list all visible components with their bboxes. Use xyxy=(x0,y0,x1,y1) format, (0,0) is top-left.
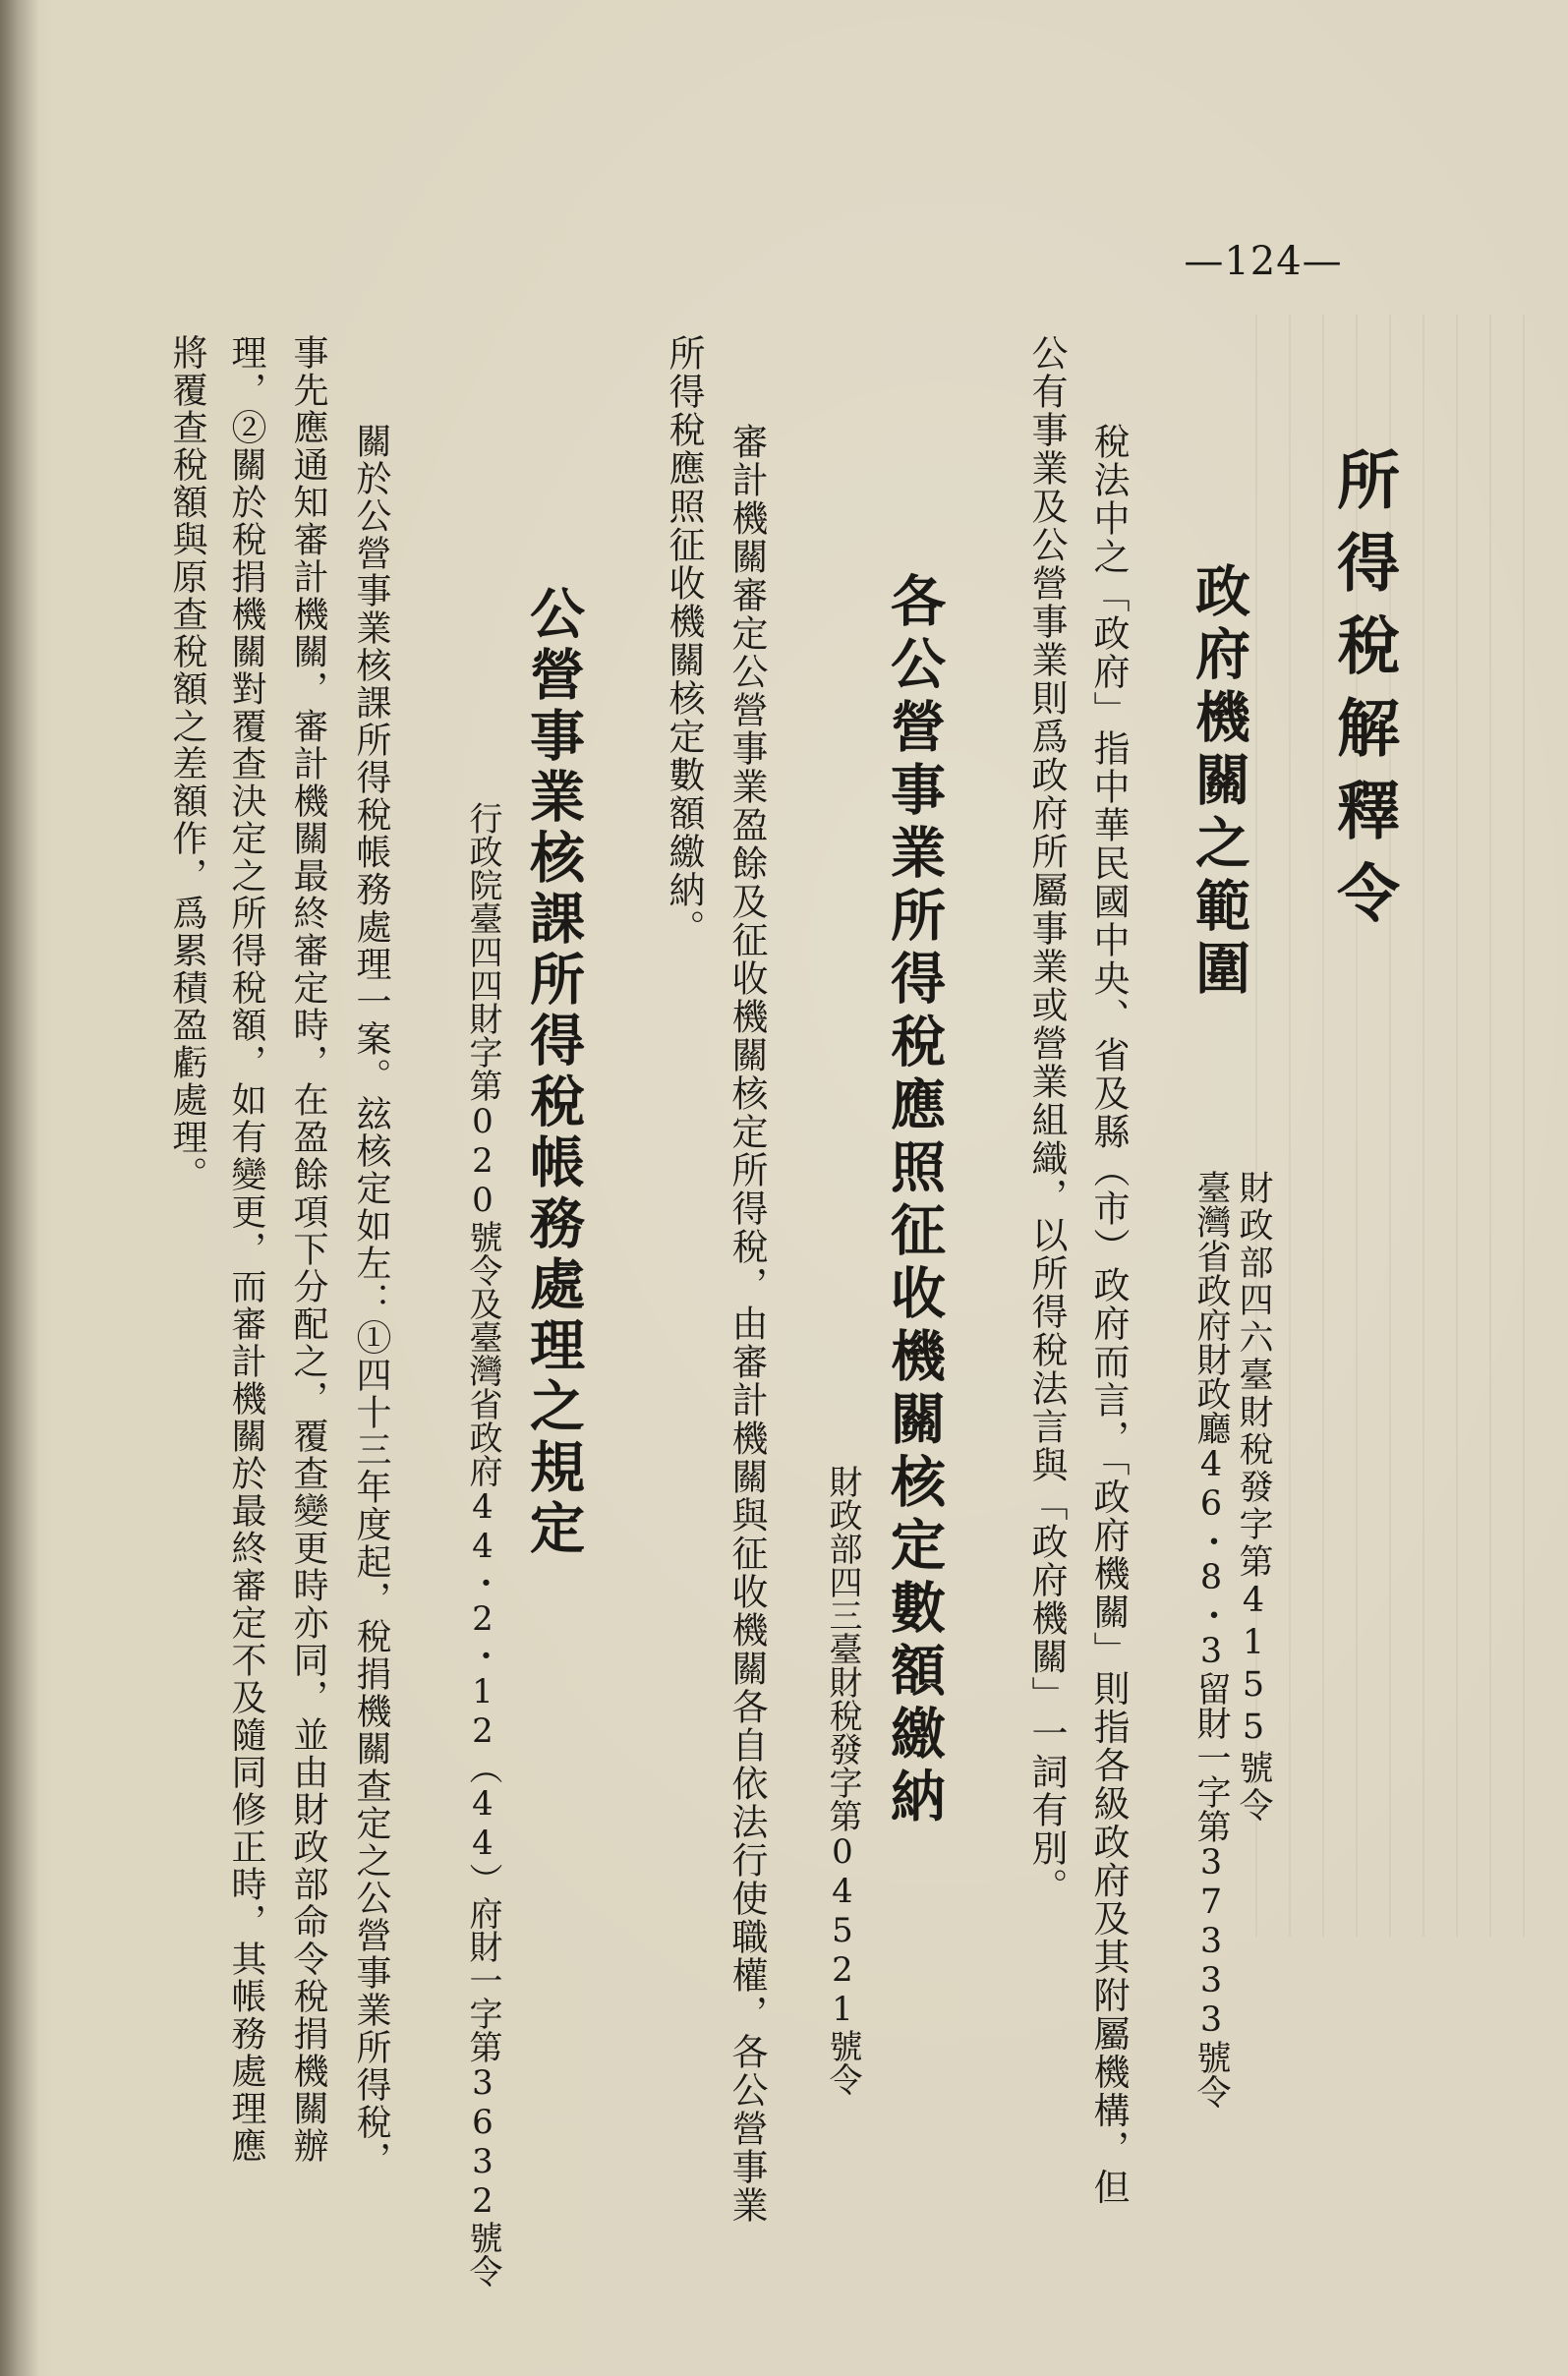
body-line: 所得稅應照征收機關核定數額繳納。 xyxy=(663,334,705,948)
section-heading-public-enterprise-tax: 各公營事業所得稅應照征收機關核定數額繳納 xyxy=(882,572,947,1830)
body-line: 審計機關審定公營事業盈餘及征收機關核定所得稅，由審計機關與征收機關各自依法行使職權，各公營事業 xyxy=(726,423,768,2225)
section-heading-accounting-rules: 公營事業核課所得稅帳務處理之規定 xyxy=(521,585,586,1560)
body-line: 關於公營事業核課所得稅帳務處理一案。玆核定如左：①四十三年度起，稅捐機關查定之公營事業所得稅， xyxy=(351,423,391,2178)
book-spine-shadow xyxy=(0,0,39,2376)
body-line: 稅法中之「政府」指中華民國中央、省及縣（市）政府而言，「政府機關」則指各級政府及其附屬機構，但 xyxy=(1087,423,1130,2207)
body-line: 事先應通知審計機關，審計機關最終審定時，在盈餘項下分配之，覆查變更時亦同，並由財政部命令稅捐機關辦 xyxy=(288,334,328,2165)
body-line: 將覆查稅額與原查稅額之差額作，爲累積盈虧處理。 xyxy=(167,334,207,1193)
body-line: 公有事業及公營事業則爲政府所屬事業或營業組織，以所得稅法言與「政府機關」一詞有別。 xyxy=(1025,334,1068,1906)
body-line: 理，②關於稅捐機關對覆查決定之所得稅額，如有變更，而審計機關於最終審定不及隨同修正時，其帳務處理應 xyxy=(226,334,266,2165)
main-title: 所得稅解釋令 xyxy=(1326,447,1400,943)
section-citation: 臺灣省政府財政廳46・8・3留財一字第37333號令 xyxy=(1191,1170,1231,2109)
section-citation: 財政部四三臺財稅發字第04521號令 xyxy=(823,1465,862,2096)
page-number: —124— xyxy=(1184,239,1343,284)
section-citation: 財政部四六臺財稅發字第4155號令 xyxy=(1234,1170,1273,1825)
section-heading-government-agencies: 政府機關之範圍 xyxy=(1187,562,1251,1003)
section-citation: 行政院臺四四財字第020號令及臺灣省政府44・2・12（44）府財一字第3632號令 xyxy=(463,801,502,2288)
